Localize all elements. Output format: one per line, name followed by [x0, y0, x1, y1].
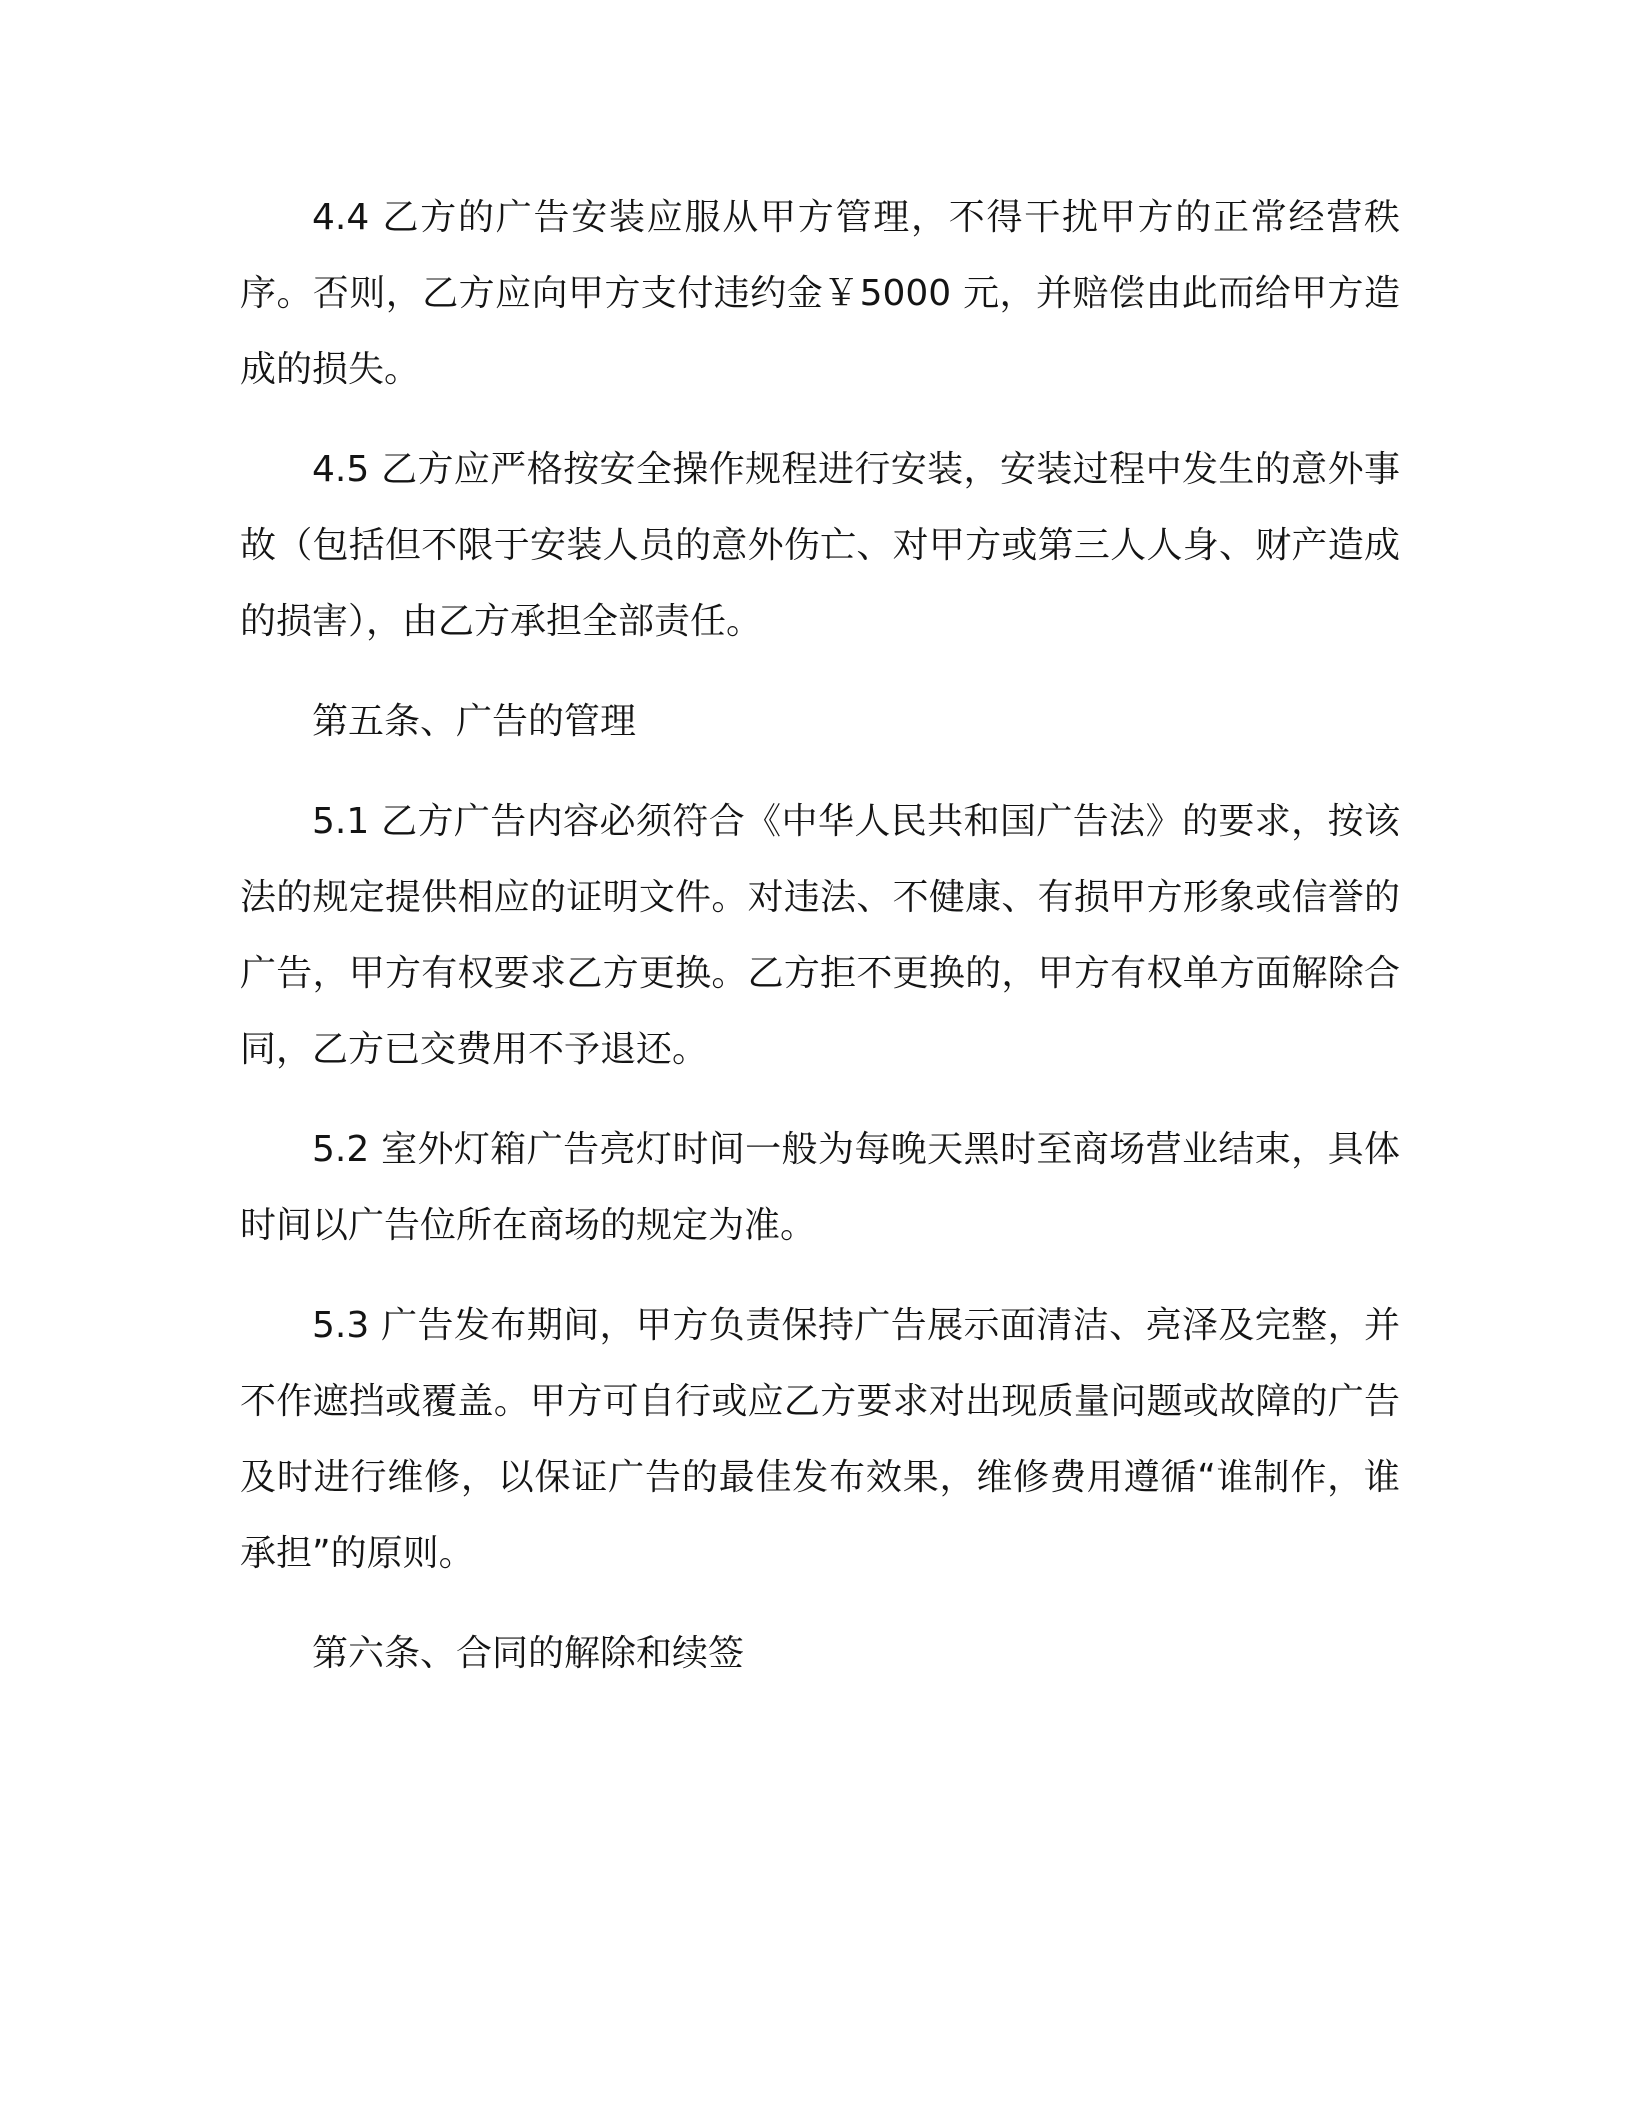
clause-5-3-paragraph: 5.3 广告发布期间，甲方负责保持广告展示面清洁、亮泽及完整，并不作遮挡或覆盖。甲方可自行或应乙方要求对出现质量问题或故障的广告及时进行维修，以保证广告的最佳发布效果，维修费用遵循“谁制作，谁承担”的原则。 [240, 1305, 1400, 1574]
clause-4-4-paragraph: 4.4 乙方的广告安装应服从甲方管理，不得干扰甲方的正常经营秩序。否则，乙方应向甲方支付违约金￥5000 元，并赔偿由此而给甲方造成的损失。 [240, 197, 1400, 390]
clause-5-2-paragraph: 5.2 室外灯箱广告亮灯时间一般为每晚天黑时至商场营业结束，具体时间以广告位所在商场的规定为准。 [240, 1129, 1400, 1246]
clause-5-1-paragraph: 5.1 乙方广告内容必须符合《中华人民共和国广告法》的要求，按该法的规定提供相应的证明文件。对违法、不健康、有损甲方形象或信誉的广告，甲方有权要求乙方更换。乙方拒不更换的，甲方有权单方面解除合同，乙方已交费用不予退还。 [240, 801, 1400, 1070]
document-body [240, 180, 1400, 1716]
clause-4-5-paragraph: 4.5 乙方应严格按安全操作规程进行安装，安装过程中发生的意外事故（包括但不限于安装人员的意外伤亡、对甲方或第三人人身、财产造成的损害），由乙方承担全部责任。 [240, 449, 1400, 642]
article-6-heading: 第六条、合同的解除和续签 [312, 1633, 745, 1674]
article-5-heading: 第五条、广告的管理 [312, 701, 637, 742]
